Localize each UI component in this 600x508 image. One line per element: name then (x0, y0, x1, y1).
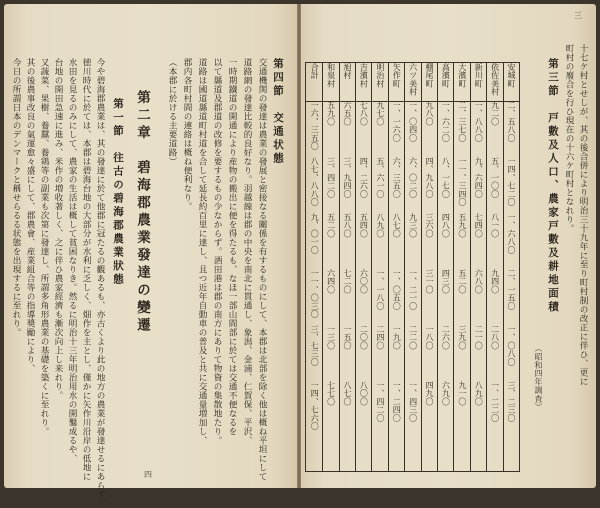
text-line: 道路は國道縣道町村道を合して延長約百里に達し、且つ近年自動車の普及と共に交通量増加し、 (197, 58, 207, 445)
value-cell: 六、〇二〇 (408, 157, 418, 198)
value-cell: 九、〇一〇 (310, 213, 320, 254)
table-caption: （昭和四年調査） (534, 344, 543, 412)
value-cell: 一、二一〇 (408, 269, 418, 310)
town-name-cell: 吉濱村 (359, 63, 369, 88)
table-row (388, 63, 405, 471)
value-cell: 八七、八八〇 (310, 157, 320, 207)
town-name-cell: 安城町 (507, 63, 516, 88)
value-cell: 七四〇 (474, 213, 484, 238)
town-name-cell: 明治村 (375, 63, 385, 88)
value-cell: 一、〇五〇 (392, 269, 402, 310)
table-row (421, 63, 438, 471)
value-cell: 三、二三〇 (507, 381, 516, 422)
value-cell: 一一、〇三〇 (310, 269, 320, 319)
town-name-cell: 合計 (310, 63, 320, 80)
value-cell: 二二〇 (408, 325, 418, 350)
value-cell: 八七〇 (392, 213, 402, 238)
table-row (437, 63, 454, 471)
text-line: 又蔬菜、果樹、養蠶、養鶏等の副業も次第に發達し、所謂多角形農業の基礎を築くに至れり。 (39, 58, 49, 436)
value-cell: 三、四二〇 (326, 157, 336, 198)
chapter-title: 第二章 碧海郡農業發達の變遷 (134, 90, 150, 335)
table-row (371, 63, 388, 471)
value-cell: 八一〇 (490, 213, 500, 238)
value-cell: 三九〇 (457, 325, 467, 350)
value-cell: 五、一〇〇 (490, 157, 500, 198)
page-number-left: 四 (144, 470, 152, 479)
town-name-cell: 棚尾町 (425, 63, 434, 88)
value-cell: 六九〇 (441, 381, 451, 406)
value-cell: 九七〇 (375, 101, 385, 126)
town-name-cell: 大濱町 (457, 63, 467, 88)
value-cell: 七二〇 (343, 269, 352, 294)
value-cell: 二八〇 (490, 325, 500, 350)
left-page (4, 4, 297, 508)
value-cell: 二、一五〇 (507, 269, 516, 310)
history-section-heading: 第一節 往古の碧海郡農業狀態 (112, 98, 124, 287)
value-cell: 一八〇 (425, 325, 434, 350)
value-cell: 一、〇八〇 (507, 325, 516, 366)
value-cell: 五、六一〇 (375, 157, 385, 198)
town-name-cell: 高濱町 (441, 63, 451, 88)
value-cell: 一、一六〇 (392, 101, 402, 142)
value-cell: 五二〇 (326, 213, 336, 238)
value-cell: 八〇〇 (359, 381, 369, 406)
town-name-cell: 六ツ美村 (408, 63, 418, 96)
value-cell: 二四〇 (375, 325, 385, 350)
value-cell: 九、六四〇 (474, 157, 484, 198)
traffic-section-heading: 第四節 交通状態 (272, 58, 284, 166)
value-cell: 五八〇 (343, 213, 352, 238)
value-cell: 一、二二〇 (490, 381, 500, 422)
page-number-right: 三 (574, 11, 582, 20)
value-cell: 一一、三四〇 (457, 157, 467, 207)
value-cell: 七七〇 (326, 381, 336, 406)
town-name-cell: 矢作町 (392, 63, 402, 88)
text-line: 道路網の發達比較的良好なり。羽越線は郡の中央を南北に貫通し、象潟、金浦、仁賀保、平沢、 (242, 58, 252, 445)
text-line: 以て縣道及郡道の改修を要するもの少なからず。酒田港は郡の南方にありて物資の集散地たり。 (212, 58, 222, 445)
value-cell: 二〇〇 (359, 325, 369, 350)
text-line: 今日の所謂日本のデンマークと稱せらるる状態を出現するに至れり。 (11, 58, 21, 337)
table-row (453, 63, 470, 471)
value-cell: 四九〇 (425, 381, 434, 406)
text-line: 台地の開田急速に進み、米作の増收著しく、之に伴ひ農家經濟も漸次向上し来れり。 (53, 58, 63, 400)
value-cell: 一五〇 (343, 325, 352, 350)
value-cell: 九四〇 (490, 269, 500, 294)
value-cell: 五九〇 (326, 101, 336, 126)
value-cell: 六八〇 (474, 269, 484, 294)
table-row (470, 63, 487, 471)
text-line: 一時期鐵道の開通により産物の搬出に便を得たるも、なほ一部山間部に於ては交通不便なるを (227, 58, 237, 436)
table-row (486, 63, 503, 471)
value-cell: 四、二六〇 (359, 157, 369, 198)
value-cell: 二、五八〇 (507, 101, 516, 142)
value-cell: 八九〇 (375, 213, 385, 238)
text-line: 郡内各町村間の連絡は概ね便利なり。 (182, 58, 192, 211)
value-cell: 一、四二〇 (375, 381, 385, 422)
value-cell: 三、七三〇 (310, 325, 320, 366)
value-cell: 三、九四〇 (343, 157, 352, 198)
town-name-cell: 和泉村 (326, 63, 336, 88)
value-cell: 六四〇 (326, 269, 336, 294)
text-line: 十七ケ村とせしが、其の後合併により明治三十九年に至り町村制の改正に伴ひ、更に (578, 44, 588, 386)
value-cell: 九一〇 (457, 381, 467, 406)
value-cell: 五二〇 (457, 269, 467, 294)
population-section-heading: 第三節 戸數及人口、農家戸數及耕地面積 (547, 58, 559, 315)
value-cell: 四、九八〇 (425, 157, 434, 198)
value-cell: 六〇〇 (359, 269, 369, 294)
value-cell: 一、八八〇 (474, 101, 484, 142)
value-cell: 三一〇 (425, 269, 434, 294)
table-row (355, 63, 372, 471)
table-row (339, 63, 356, 471)
value-cell: 一九〇 (392, 325, 402, 350)
value-cell: 一六、三五〇 (310, 101, 320, 151)
text-line: 水田を見るのみにして、農家の生活は概して貧困なりき。然るに明治十三年明治用水の開鑿成るや、 (67, 58, 77, 463)
table-row (404, 63, 421, 471)
table-row (306, 63, 323, 471)
value-cell: 四三〇 (441, 269, 451, 294)
population-table (305, 62, 520, 472)
value-cell: 一、二四〇 (392, 381, 402, 422)
text-line: 今や碧海郡農業は、其の發達に於て他郡に冠たるの觀あるも、亦古くより此の地方の農業が發達せるにあらず。 (95, 58, 105, 508)
value-cell: 一、〇四〇 (408, 101, 418, 142)
value-cell: 四八〇 (441, 213, 451, 238)
value-cell: 二六〇 (441, 325, 451, 350)
value-cell: 一四、七二〇 (507, 157, 516, 207)
value-cell: 二、三七〇 (457, 101, 467, 142)
text-line: （本郡に於ける主要道路） (167, 58, 177, 166)
right-page (301, 4, 596, 488)
value-cell: 七八〇 (359, 101, 369, 126)
value-cell: 一四、七六〇 (310, 381, 320, 431)
town-name-cell: 新川町 (474, 63, 484, 88)
text-line: 町村の廢合を行ひ現在の十六ケ町村となれり。 (564, 44, 574, 233)
value-cell: 六、三五〇 (392, 157, 402, 198)
value-cell: 二一〇 (474, 325, 484, 350)
value-cell: 六五〇 (343, 101, 352, 126)
table-row (503, 63, 520, 471)
table-row (322, 63, 339, 471)
value-cell: 一、六八〇 (507, 213, 516, 254)
value-cell: 一、一八〇 (375, 269, 385, 310)
value-cell: 九三〇 (408, 213, 418, 238)
value-cell: 一三〇 (326, 325, 336, 350)
value-cell: 八七〇 (343, 381, 352, 406)
value-cell: 五四〇 (359, 213, 369, 238)
value-cell: 九八〇 (425, 101, 434, 126)
text-line: 其の後農事改良の氣運愈々盛にして、郡農會、産業組合等の指導奬勵により、 (25, 58, 35, 373)
value-cell: 一、六二〇 (441, 101, 451, 142)
value-cell: 三六〇 (425, 213, 434, 238)
value-cell: 一、四三〇 (408, 381, 418, 422)
town-name-cell: 依佐美村 (490, 63, 500, 96)
value-cell: 九二〇 (490, 101, 500, 126)
value-cell: 八、一七〇 (441, 157, 451, 198)
text-line: 交通機関の發達は農業の發展と密接なる關係を有するものにして、本郡は北部を除く他は概ね平坦にして (257, 58, 267, 481)
value-cell: 五九〇 (457, 213, 467, 238)
book-spread (4, 4, 596, 508)
value-cell: 八九〇 (474, 381, 484, 406)
text-line: 徳川時代に於ては、本郡は碧海台地の大部分が水利に乏しく、畑作を主とし、僅かに矢作川沿岸の低地に (81, 58, 91, 481)
town-name-cell: 旭村 (343, 63, 352, 80)
